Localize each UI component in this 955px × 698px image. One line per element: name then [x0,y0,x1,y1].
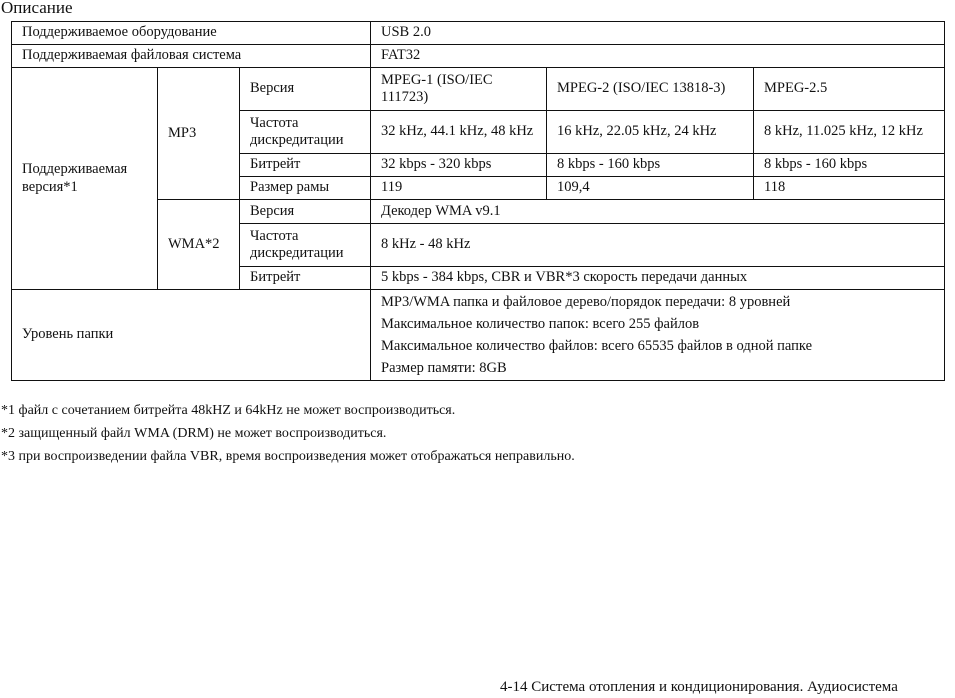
mp3-frame-label: Размер рамы [240,177,371,200]
filesystem-value: FAT32 [371,45,945,68]
page-title: Описание [1,0,73,17]
mp3-version-mpeg1: MPEG-1 (ISO/IEC 111723) [371,68,547,111]
mp3-version-mpeg25: MPEG-2.5 [754,68,945,111]
folder-level-label: Уровень папки [12,290,371,381]
footnote: *3 при воспроизведении файла VBR, время воспроизведения может отображаться неправильно. [1,449,575,464]
mp3-frame-mpeg25: 118 [754,177,945,200]
wma-bitrate-label: Битрейт [240,267,371,290]
version-group-label: Поддерживаемая версия*1 [12,68,158,290]
table-row [12,22,945,45]
folder-level-line: Максимальное количество файлов: всего 65535 файлов в одной папке [381,338,813,354]
mp3-sampling-label: Частота дискредитации [240,111,371,154]
hardware-value: USB 2.0 [371,22,945,45]
footnote: *2 защищенный файл WMA (DRM) не может воспроизводиться. [1,426,387,441]
mp3-frame-mpeg1: 119 [371,177,547,200]
mp3-frame-mpeg2: 109,4 [547,177,754,200]
table-row [12,290,945,381]
table-row [12,68,945,111]
folder-level-details [371,290,945,381]
folder-level-line: Размер памяти: 8GB [381,360,507,376]
footnote: *1 файл с сочетанием битрейта 48kHZ и 64kHz не может воспроизводиться. [1,403,456,418]
filesystem-label: Поддерживаемая файловая система [12,45,371,68]
mp3-label: MP3 [158,68,240,200]
mp3-bitrate-mpeg1: 32 kbps - 320 kbps [371,154,547,177]
mp3-sampling-mpeg2: 16 kHz, 22.05 kHz, 24 kHz [547,111,754,154]
wma-version-label: Версия [240,200,371,224]
mp3-bitrate-label: Битрейт [240,154,371,177]
wma-sampling-label: Частота дискредитации [240,224,371,267]
table-row [12,45,945,68]
mp3-version-label: Версия [240,68,371,111]
folder-level-line: Максимальное количество папок: всего 255 файлов [381,316,700,332]
mp3-sampling-mpeg25: 8 kHz, 11.025 kHz, 12 kHz [754,111,945,154]
footnotes [1,399,575,468]
mp3-bitrate-mpeg2: 8 kbps - 160 kbps [547,154,754,177]
spec-table [11,21,945,381]
wma-label: WMA*2 [158,200,240,290]
page-footer: 4-14 Система отопления и кондиционирования. Аудиосистема [500,679,898,695]
hardware-label: Поддерживаемое оборудование [12,22,371,45]
wma-bitrate-value: 5 kbps - 384 kbps, CBR и VBR*3 скорость передачи данных [371,267,945,290]
mp3-sampling-mpeg1: 32 kHz, 44.1 kHz, 48 kHz [371,111,547,154]
folder-level-line: MP3/WMA папка и файловое дерево/порядок передачи: 8 уровней [381,294,791,310]
mp3-bitrate-mpeg25: 8 kbps - 160 kbps [754,154,945,177]
mp3-version-mpeg2: MPEG-2 (ISO/IEC 13818-3) [547,68,754,111]
wma-version-value: Декодер WMA v9.1 [371,200,945,224]
wma-sampling-value: 8 kHz - 48 kHz [371,224,945,267]
